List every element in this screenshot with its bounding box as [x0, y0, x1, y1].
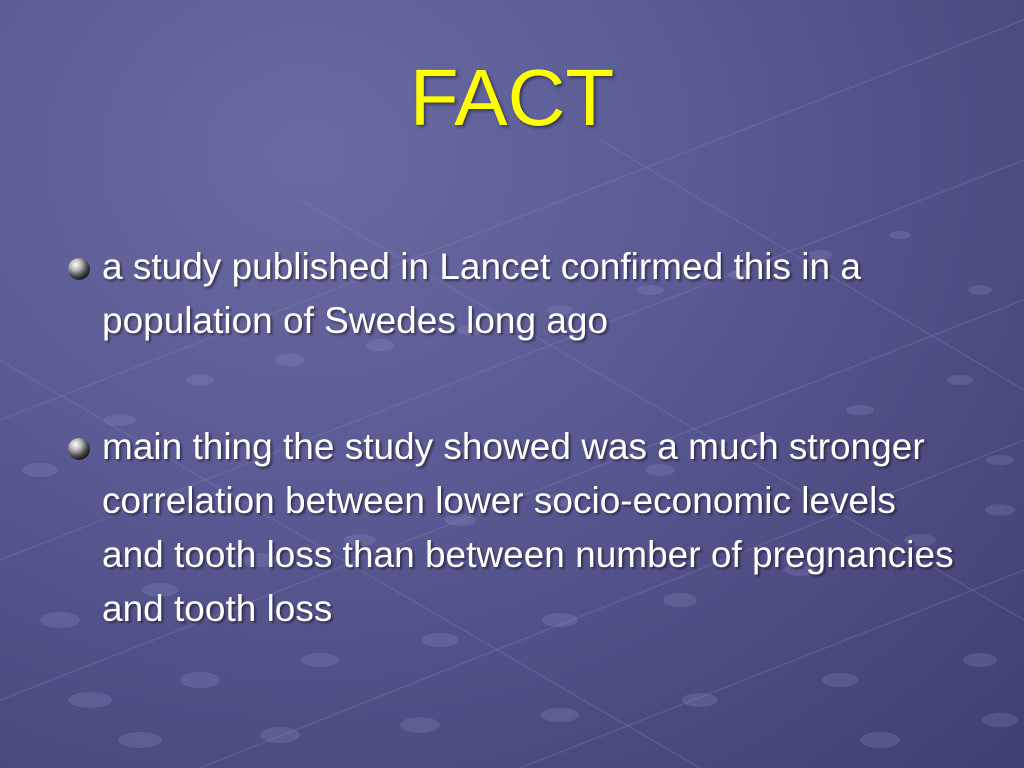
bullet-item-1 [62, 240, 962, 348]
slide-title: FACT [409, 53, 615, 142]
metallic-sphere-icon [66, 256, 92, 282]
metallic-sphere-icon [66, 436, 92, 462]
bullet-text-1: a study published in Lancet confirmed this in a population of Swedes long ago [102, 246, 861, 341]
bullet-list [62, 240, 962, 636]
bullet-item-2 [62, 420, 962, 636]
bullet-text-2: main thing the study showed was a much stronger correlation between lower socio-economic levels and tooth loss than between number of pregnancies and tooth loss [102, 426, 954, 629]
